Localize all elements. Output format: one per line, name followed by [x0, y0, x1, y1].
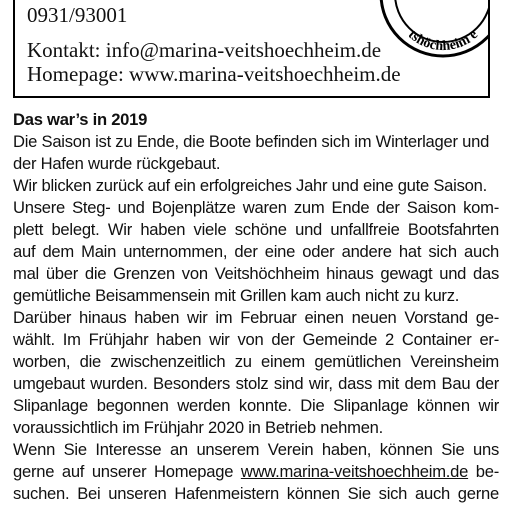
- article-line: voraussichtlich im Frühjahr 2020 in Betrieb nehmen.: [13, 418, 384, 437]
- article-line: worben, die zwischenzeitlich zu einem gemütlichen Vereinsheim: [13, 352, 499, 371]
- club-seal-logo: [371, 0, 490, 60]
- article-line: Wenn Sie Interesse an unserem Verein haben, können Sie uns: [13, 440, 499, 459]
- article-line: wählt. Im Frühjahr haben wir von der Gemeinde 2 Container er-: [13, 330, 499, 349]
- homepage-url: Homepage: www.marina-veitshoechheim.de: [27, 62, 401, 86]
- article-line: Darüber hinaus haben wir im Februar einen neuen Vorstand ge-: [13, 308, 499, 327]
- article-line: Wir blicken zurück auf ein erfolgreiches Jahr und eine gute Saison.: [13, 176, 487, 195]
- article-line: mal über die Grenzen von Veitshöchheim hinaus gewagt und das: [13, 264, 499, 283]
- article-line: gemütliche Beisammensein mit Grillen kam auch nicht zu kurz.: [13, 286, 460, 305]
- article-line: auf dem Main unternommen, der eine oder andere hat sich auch: [13, 242, 499, 261]
- contact-email: Kontakt: info@marina-veitshoechheim.de: [27, 38, 382, 62]
- article-line: umgebaut wurden. Besonders stolz sind wir, dass mit dem Bau der: [13, 374, 499, 393]
- homepage-link[interactable]: www.marina-veitshoechheim.de: [240, 462, 469, 481]
- article-line: Unsere Steg- und Bojenplätze waren zum Ende der Saison kom-: [13, 198, 499, 217]
- article-line: Slipanlage begonnen werden konnte. Die Slipanlage können wir: [13, 396, 499, 415]
- article: [13, 109, 499, 505]
- article-line: plett belegt. Wir haben viele schöne und unfallfreie Bootsfahrten: [13, 220, 499, 239]
- article-line: suchen. Bei unseren Hafenmeistern können Sie sich auch gerne: [13, 484, 499, 503]
- article-heading: Das war’s in 2019: [13, 110, 148, 129]
- link-line-before: gerne auf unserer Homepage: [13, 462, 241, 481]
- contact-box: [13, 0, 490, 98]
- seal-text: tshöchheim e: [404, 27, 481, 55]
- article-line: Die Saison ist zu Ende, die Boote befinden sich im Winterlager und: [13, 132, 490, 151]
- article-line: der Hafen wurde rückgebaut.: [13, 154, 221, 173]
- link-line-after: be-: [468, 462, 500, 481]
- article-line-with-link: [13, 461, 499, 483]
- phone-number: 0931/93001: [27, 3, 128, 27]
